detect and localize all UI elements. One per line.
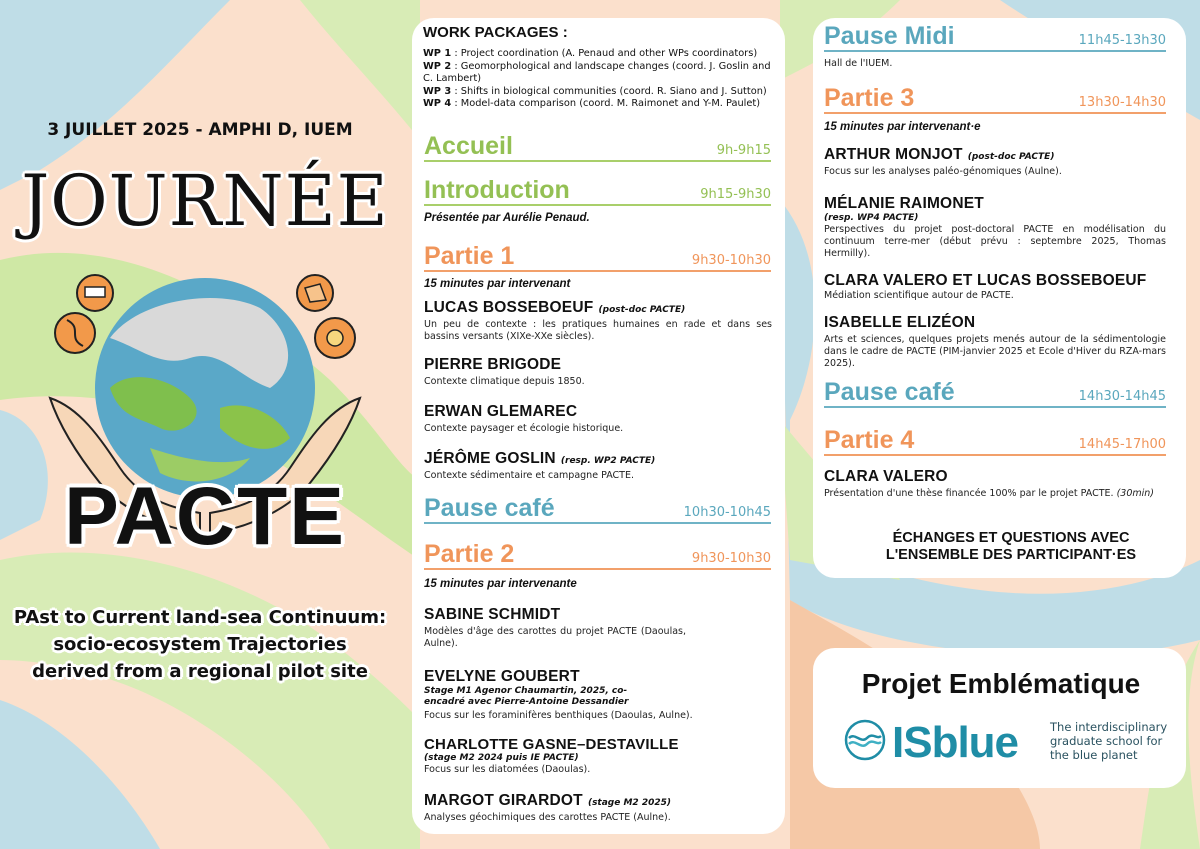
location-text: Hall de l'IUEM. — [824, 58, 893, 69]
speaker-role: Stage M1 Agenor Chaumartin, 2025, co-encadré avec Pierre-Antoine Dessandier — [424, 686, 629, 707]
section-time: 9h30-10h30 — [691, 551, 771, 566]
speaker-name: MÉLANIE RAIMONET — [824, 195, 984, 212]
speaker-name: EVELYNE GOUBERT — [424, 668, 580, 685]
talk-duration: (30min) — [1116, 488, 1155, 499]
speaker-entry — [424, 354, 772, 388]
work-packages-list — [423, 48, 775, 111]
speaker-description: Contexte paysager et écologie historique. — [424, 423, 624, 434]
speaker-description: Focus sur les analyses paléo-génomiques (Aulne). — [824, 166, 1062, 177]
speaker-name: CLARA VALERO ET LUCAS BOSSEBOEUF — [824, 272, 1147, 289]
speaker-name: MARGOT GIRARDOT — [424, 792, 583, 809]
subtitle-line: PAst to Current land-sea Continuum: — [13, 607, 387, 628]
pause-midi-location — [824, 56, 1164, 70]
speaker-name: LUCAS BOSSEBOEUF — [424, 299, 594, 316]
speaker-description: Un peu de contexte : les pratiques humaines en rade et dans ses bassins versants (XIXe-XXe siècles). — [424, 319, 772, 342]
work-package-item — [423, 48, 775, 61]
wp-text: : Model-data comparison (coord. M. Raimonet and Y-M. Paulet) — [451, 98, 761, 110]
speaker-name: JÉRÔME GOSLIN — [424, 450, 556, 467]
section-accueil — [424, 128, 771, 162]
speaker-name: ISABELLE ELIZÉON — [824, 314, 976, 331]
wp-label: WP 3 — [423, 85, 452, 97]
pacte-logo-word: PACTE — [64, 471, 346, 562]
speaker-name: CLARA VALERO — [824, 468, 948, 485]
work-package-item — [423, 98, 775, 111]
section-name: Partie 2 — [424, 540, 515, 568]
speaker-name: SABINE SCHMIDT — [424, 606, 561, 623]
speaker-name: ERWAN GLEMAREC — [424, 403, 578, 420]
speaker-entry — [424, 297, 772, 343]
event-date: 3 JUILLET 2025 - AMPHI D, IUEM — [47, 120, 353, 140]
introduction-note: Présentée par Aurélie Penaud. — [424, 212, 590, 224]
speaker-description: Analyses géochimiques des carottes PACTE (Aulne). — [424, 812, 671, 823]
section-time: 11h45-13h30 — [1078, 33, 1166, 48]
partie-2-note: 15 minutes par intervenante — [424, 578, 577, 590]
work-package-item — [423, 61, 775, 86]
section-name: Pause café — [424, 494, 555, 522]
speaker-entry — [424, 448, 772, 482]
speaker-entry — [424, 790, 772, 824]
section-introduction — [424, 172, 771, 206]
section-name: Partie 3 — [824, 84, 915, 112]
speaker-entry — [824, 312, 1166, 370]
speaker-name: PIERRE BRIGODE — [424, 356, 562, 373]
speaker-role: (post-doc PACTE) — [598, 305, 686, 315]
wp-label: WP 4 — [423, 98, 452, 110]
section-time: 9h30-10h30 — [691, 253, 771, 268]
page-title: JOURNÉE — [21, 160, 389, 242]
section-partie-3 — [824, 80, 1166, 114]
partie-1-note: 15 minutes par intervenant — [424, 278, 571, 290]
subtitle-line: socio-ecosystem Trajectories — [53, 634, 347, 655]
speaker-description: Médiation scientifique autour de PACTE. — [824, 290, 1014, 301]
speaker-description: Modèles d'âge des carottes du projet PACTE (Daoulas, Aulne). — [424, 626, 686, 649]
partie-3-note: 15 minutes par intervenant·e — [824, 121, 981, 133]
section-partie-1 — [424, 238, 771, 272]
work-package-item — [423, 86, 775, 99]
closing-line: L'ENSEMBLE DES PARTICIPANT·ES — [885, 547, 1137, 563]
work-packages-title: WORK PACKAGES : — [423, 24, 568, 41]
wp-label: WP 2 — [423, 60, 452, 72]
speaker-entry — [424, 666, 772, 722]
isblue-wave-icon — [843, 718, 887, 762]
section-partie-4 — [824, 422, 1166, 456]
speaker-description: Arts et sciences, quelques projets menés autour de la sédimentologie dans le cadre de PACTE (PIM-janvier 2025 et Ecole d'Hiver du RZA-mars 2025). — [824, 334, 1166, 369]
section-name: Partie 1 — [424, 242, 515, 270]
talk-description: Présentation d'une thèse financée 100% par le projet PACTE. — [824, 488, 1114, 499]
speaker-name: CHARLOTTE GASNE–DESTAVILLE — [424, 736, 679, 753]
speaker-entry — [824, 270, 1166, 302]
speaker-role: (stage M2 2025) — [587, 798, 671, 808]
project-subtitle — [0, 604, 400, 685]
section-time: 9h-9h15 — [716, 143, 771, 158]
section-pause-cafe-1 — [424, 490, 771, 524]
section-time: 9h15-9h30 — [700, 187, 771, 202]
section-pause-midi — [824, 18, 1166, 52]
section-partie-2 — [424, 536, 771, 570]
wp-label: WP 1 — [423, 48, 452, 59]
wp-text: : Geomorphological and landscape changes (coord. J. Goslin and C. Lambert) — [423, 60, 771, 85]
speaker-description: Perspectives du projet post-doctoral PACTE en modélisation du continuum terre-mer (début prévu : septembre 2025, Thomas Hermilly). — [824, 224, 1166, 259]
speaker-description: Contexte climatique depuis 1850. — [424, 376, 585, 387]
closing-line: ÉCHANGES ET QUESTIONS AVEC — [892, 530, 1130, 546]
closing-discussion — [836, 530, 1186, 564]
speaker-description: Contexte sédimentaire et campagne PACTE. — [424, 470, 634, 481]
section-time: 10h30-10h45 — [683, 505, 771, 520]
speaker-description: Focus sur les foraminifères benthiques (Daoulas, Aulne). — [424, 710, 693, 721]
section-time: 14h45-17h00 — [1078, 437, 1166, 452]
speaker-entry — [424, 734, 772, 776]
wp-text: : Shifts in biological communities (coord. R. Siano and J. Sutton) — [451, 85, 767, 97]
speaker-name: ARTHUR MONJOT — [824, 146, 963, 163]
speaker-description — [824, 488, 1166, 500]
section-name: Pause café — [824, 378, 955, 406]
speaker-entry — [824, 193, 1166, 260]
subtitle-line: derived from a regional pilot site — [32, 661, 368, 682]
speaker-entry — [824, 144, 1166, 178]
section-time: 13h30-14h30 — [1078, 95, 1166, 110]
section-pause-cafe-2 — [824, 374, 1166, 408]
speaker-role: (resp. WP4 PACTE) — [824, 213, 919, 223]
section-name: Pause Midi — [824, 22, 955, 50]
speaker-role: (post-doc PACTE) — [967, 152, 1055, 162]
projet-emblematique-title: Projet Emblématique — [861, 668, 1141, 699]
speaker-role: (resp. WP2 PACTE) — [560, 456, 656, 466]
section-time: 14h30-14h45 — [1078, 389, 1166, 404]
wp-text: : Project coordination (A. Penaud and other WPs coordinators) — [451, 48, 758, 59]
isblue-logo-word: ISblue — [892, 718, 1019, 767]
speaker-entry — [424, 401, 772, 435]
section-name: Accueil — [424, 132, 513, 160]
section-name: Introduction — [424, 176, 570, 204]
speaker-entry — [424, 604, 686, 650]
isblue-tagline: The interdisciplinary graduate school for the blue planet — [1050, 720, 1168, 762]
section-name: Partie 4 — [824, 426, 915, 454]
speaker-entry — [824, 466, 1166, 500]
speaker-role: (stage M2 2024 puis IE PACTE) — [424, 753, 579, 763]
speaker-description: Focus sur les diatomées (Daoulas). — [424, 764, 591, 775]
